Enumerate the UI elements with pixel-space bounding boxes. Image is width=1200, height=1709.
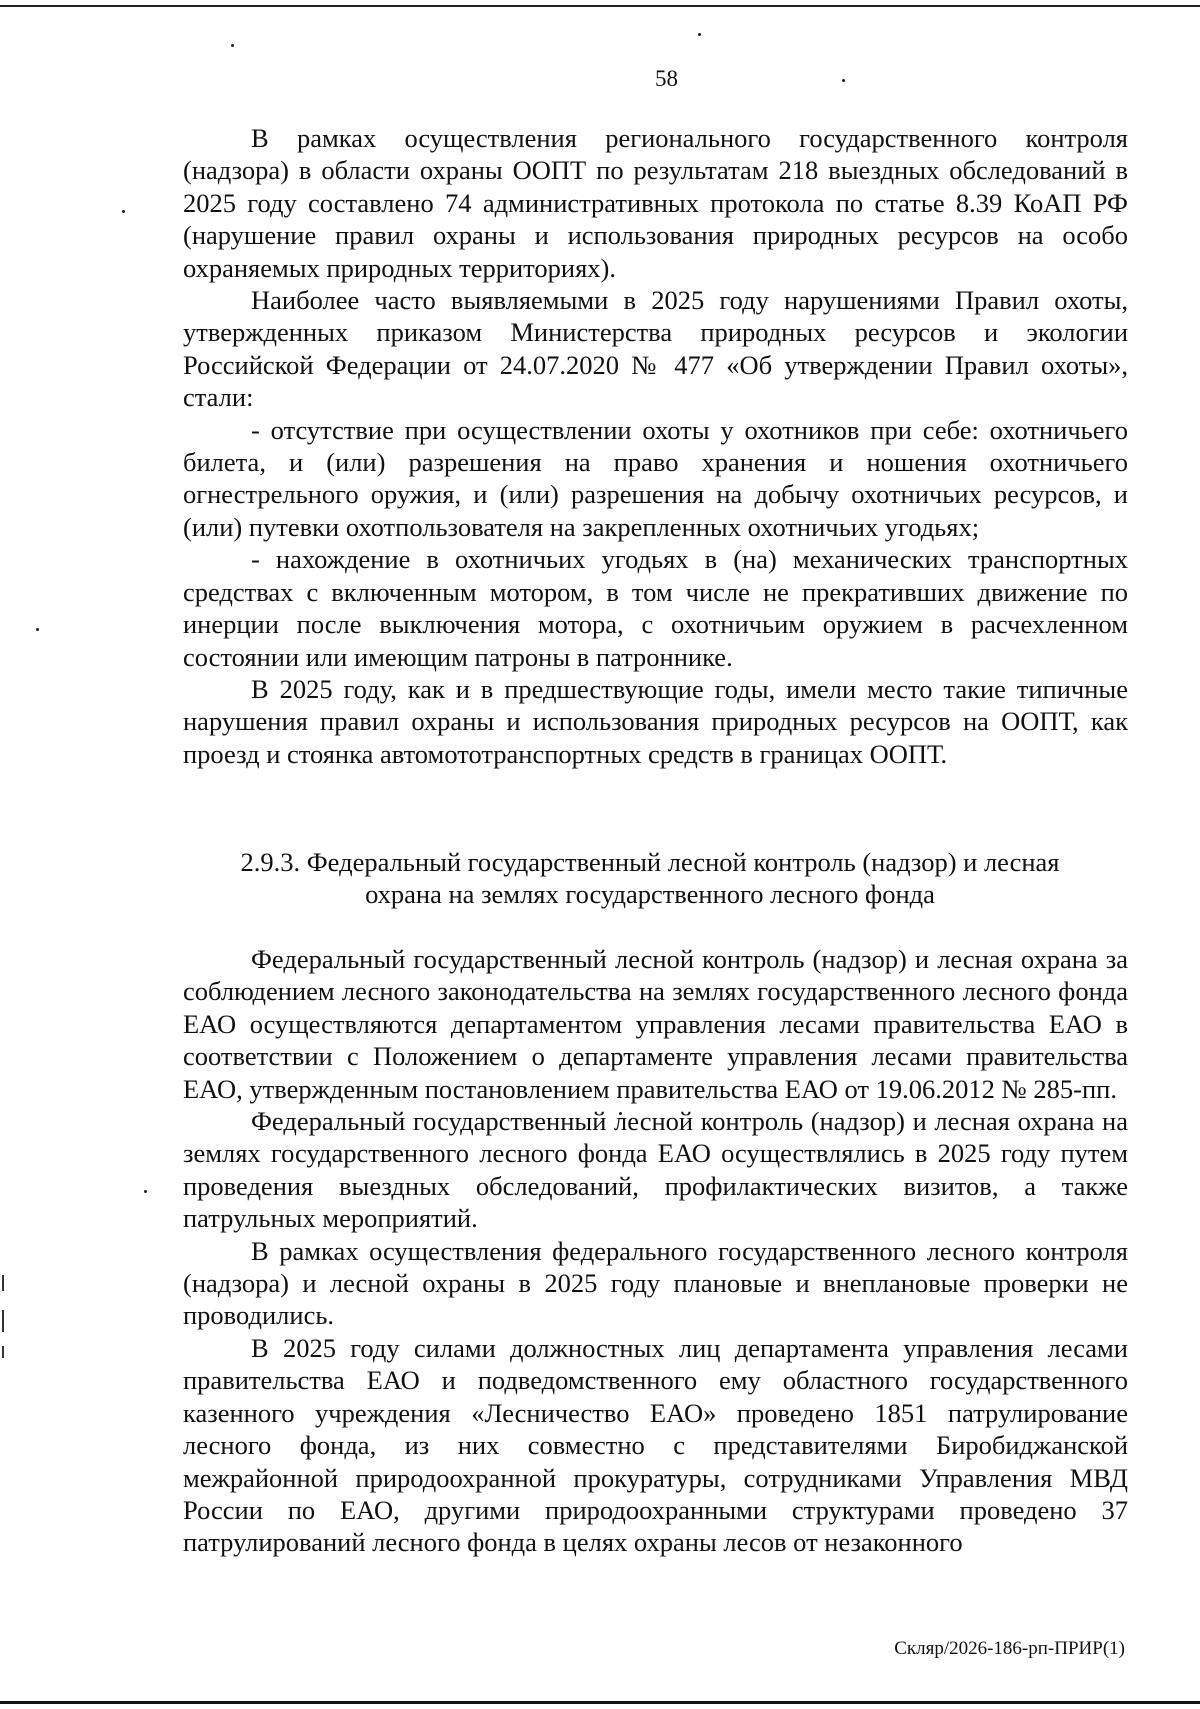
scan-left-edge-mark <box>2 1275 4 1291</box>
scan-bottom-edge-line <box>0 1701 1200 1704</box>
section-heading-line: охрана на землях государственного лесного фонда <box>365 879 935 910</box>
list-item: - отсутствие при осуществлении охоты у охотников при себе: охотничьего билета, и (или) разрешения на право хранения и ношения охотничьего огнестрельного оружия, и (или) разрешения на добычу охотничьих ресурсов, и (или) путевки охотпользователя на закрепленных охотничьих угодьях; <box>183 414 1128 542</box>
paragraph: Федеральный государственный лесной контроль (надзор) и лесная охрана за соблюдением лесного законодательства на землях государственного лесного фонда ЕАО осуществляются департаментом управления лесами правительства ЕАО в соответствии с Положением о департаменте управления лесами правительства ЕАО, утвержденным постановлением правительства ЕАО от 19.06.2012 № 285-пп. <box>183 944 1128 1104</box>
paragraph: В 2025 году, как и в предшествующие годы, имели место такие типичные нарушения правил охраны и использования природных ресурсов на ООПТ, как проезд и стоянка автомототранспортных средств в границах ООПТ. <box>183 673 1128 769</box>
paragraph: В рамках осуществления регионального государственного контроля (надзора) в области охраны ООПТ по результатам 218 выездных обследований в 2025 году составлено 74 административных протокола по статье 8.39 КоАП РФ (нарушение правил охраны и использования природных ресурсов на особо охраняемых природных территориях). <box>183 123 1128 283</box>
paragraph: В 2025 году силами должностных лиц департамента управления лесами правительства ЕАО и подведомственного ему областного государственного казенного учреждения «Лесничество ЕАО» проведено 1851 патрулирование лесного фонда, из них совместно с представителями Биробиджанской межрайонной природоохранной прокуратуры, сотрудниками Управления МВД России по ЕАО, другими природоохранными структурами проведено 37 патрулирований лесного фонда в целях охраны лесов от незаконного <box>183 1332 1128 1558</box>
section-heading-line: 2.9.3. Федеральный государственный лесной контроль (надзор) и лесная <box>240 847 1060 877</box>
scan-left-edge-mark <box>2 1310 4 1332</box>
scan-speck <box>698 33 701 36</box>
scan-speck <box>842 79 845 82</box>
scan-speck <box>36 628 39 631</box>
scan-speck <box>122 210 125 213</box>
scan-speck <box>144 1190 147 1193</box>
list-item: - нахождение в охотничьих угодьях в (на) механических транспортных средствах с включенным мотором, в том числе не прекративших движение по инерции после выключения мотора, с охотничьим оружием в расчехленном состоянии или имеющим патроны в патроннике. <box>183 544 1128 672</box>
text-block-bottom <box>183 943 1128 1559</box>
document-registration-code: Скляр/2026-186-рп-ПРИР(1) <box>894 1638 1125 1659</box>
scan-speck <box>231 44 234 47</box>
paragraph: Федеральный государственный лесной контроль (надзор) и лесная охрана на землях государственного лесного фонда ЕАО осуществлялись в 2025 году путем проведения выездных обследований, профилактических визитов, а также патрульных мероприятий. <box>183 1106 1128 1234</box>
page-number: 58 <box>655 66 678 91</box>
text-block-top <box>183 122 1128 770</box>
scan-left-edge-mark <box>2 1346 4 1358</box>
paragraph: В рамках осуществления федерального государственного лесного контроля (надзора) и лесной охраны в 2025 году плановые и внеплановые проверки не проводились. <box>183 1235 1128 1331</box>
paragraph: Наиболее часто выявляемыми в 2025 году нарушениями Правил охоты, утвержденных приказом Министерства природных ресурсов и экологии Российской Федерации от 24.07.2020 № 477 «Об утверждении Правил охоты», стали: <box>183 285 1128 413</box>
section-heading <box>200 846 1100 911</box>
scan-top-edge-line <box>0 5 1200 7</box>
